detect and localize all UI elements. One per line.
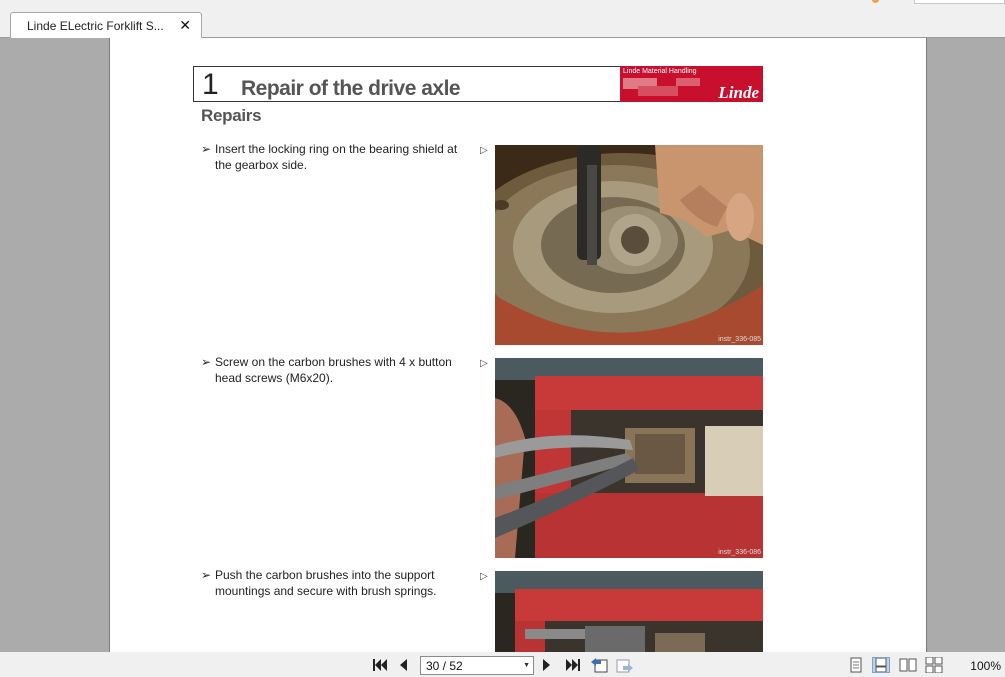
step-text: Insert the locking ring on the bearing shield at the gearbox side.	[215, 142, 458, 172]
continuous-facing-view-icon[interactable]	[925, 657, 943, 673]
last-page-icon[interactable]	[566, 659, 580, 671]
facing-pages-view-icon[interactable]	[899, 657, 917, 673]
close-tab-icon[interactable]: ✕	[179, 17, 191, 33]
dropdown-arrow-icon[interactable]: ▼	[523, 662, 530, 669]
step-3-photo	[495, 571, 763, 652]
continuous-view-icon[interactable]	[872, 657, 890, 673]
bullet-arrow-icon: ➢	[201, 355, 212, 369]
next-page-icon[interactable]	[542, 659, 551, 671]
step-text: Push the carbon brushes into the support mountings and secure with brush springs.	[215, 568, 437, 598]
linde-logo: Linde	[718, 83, 759, 102]
image-reference: instr_336-086	[718, 549, 761, 556]
step-text: Screw on the carbon brushes with 4 x button head screws (M6x20).	[215, 355, 452, 385]
document-viewport[interactable]	[0, 38, 1005, 652]
search-box-edge[interactable]	[914, 0, 1005, 4]
zoom-level[interactable]: 100%	[970, 659, 1001, 673]
previous-view-icon[interactable]	[590, 657, 608, 673]
step-3	[201, 568, 471, 599]
tab-bar	[0, 12, 1005, 38]
single-page-view-icon[interactable]	[847, 657, 865, 673]
bullet-arrow-icon: ➢	[201, 568, 212, 582]
document-tab[interactable]	[10, 12, 202, 39]
pointer-triangle-icon: ▷	[480, 358, 488, 369]
chapter-number: 1	[202, 68, 219, 101]
pointer-triangle-icon: ▷	[480, 571, 488, 582]
step-1	[201, 142, 471, 173]
brand-pattern	[676, 78, 700, 86]
chapter-title: Repair of the drive axle	[241, 77, 461, 100]
brand-logo-block	[620, 66, 763, 102]
page-number-value: 30 / 52	[426, 659, 463, 673]
brand-pattern	[638, 86, 678, 96]
first-page-icon[interactable]	[373, 659, 387, 671]
step-2-photo	[495, 358, 763, 558]
pointer-triangle-icon: ▷	[480, 145, 488, 156]
previous-page-icon[interactable]	[399, 659, 408, 671]
bottom-navigation-bar	[0, 652, 1005, 677]
step-1-photo	[495, 145, 763, 345]
brand-line: Linde Material Handling	[623, 68, 697, 75]
top-toolbar-strip	[0, 0, 1005, 12]
section-title: Repairs	[201, 106, 262, 125]
tab-title: Linde ELectric Forklift S...	[27, 19, 164, 33]
bullet-arrow-icon: ➢	[201, 142, 212, 156]
image-reference: instr_336-085	[718, 336, 761, 343]
step-2	[201, 355, 471, 386]
chapter-banner	[193, 66, 763, 102]
status-dot-icon	[872, 0, 879, 3]
page-number-select[interactable]	[420, 656, 534, 675]
pdf-page	[109, 38, 927, 652]
next-view-icon[interactable]	[616, 657, 634, 673]
